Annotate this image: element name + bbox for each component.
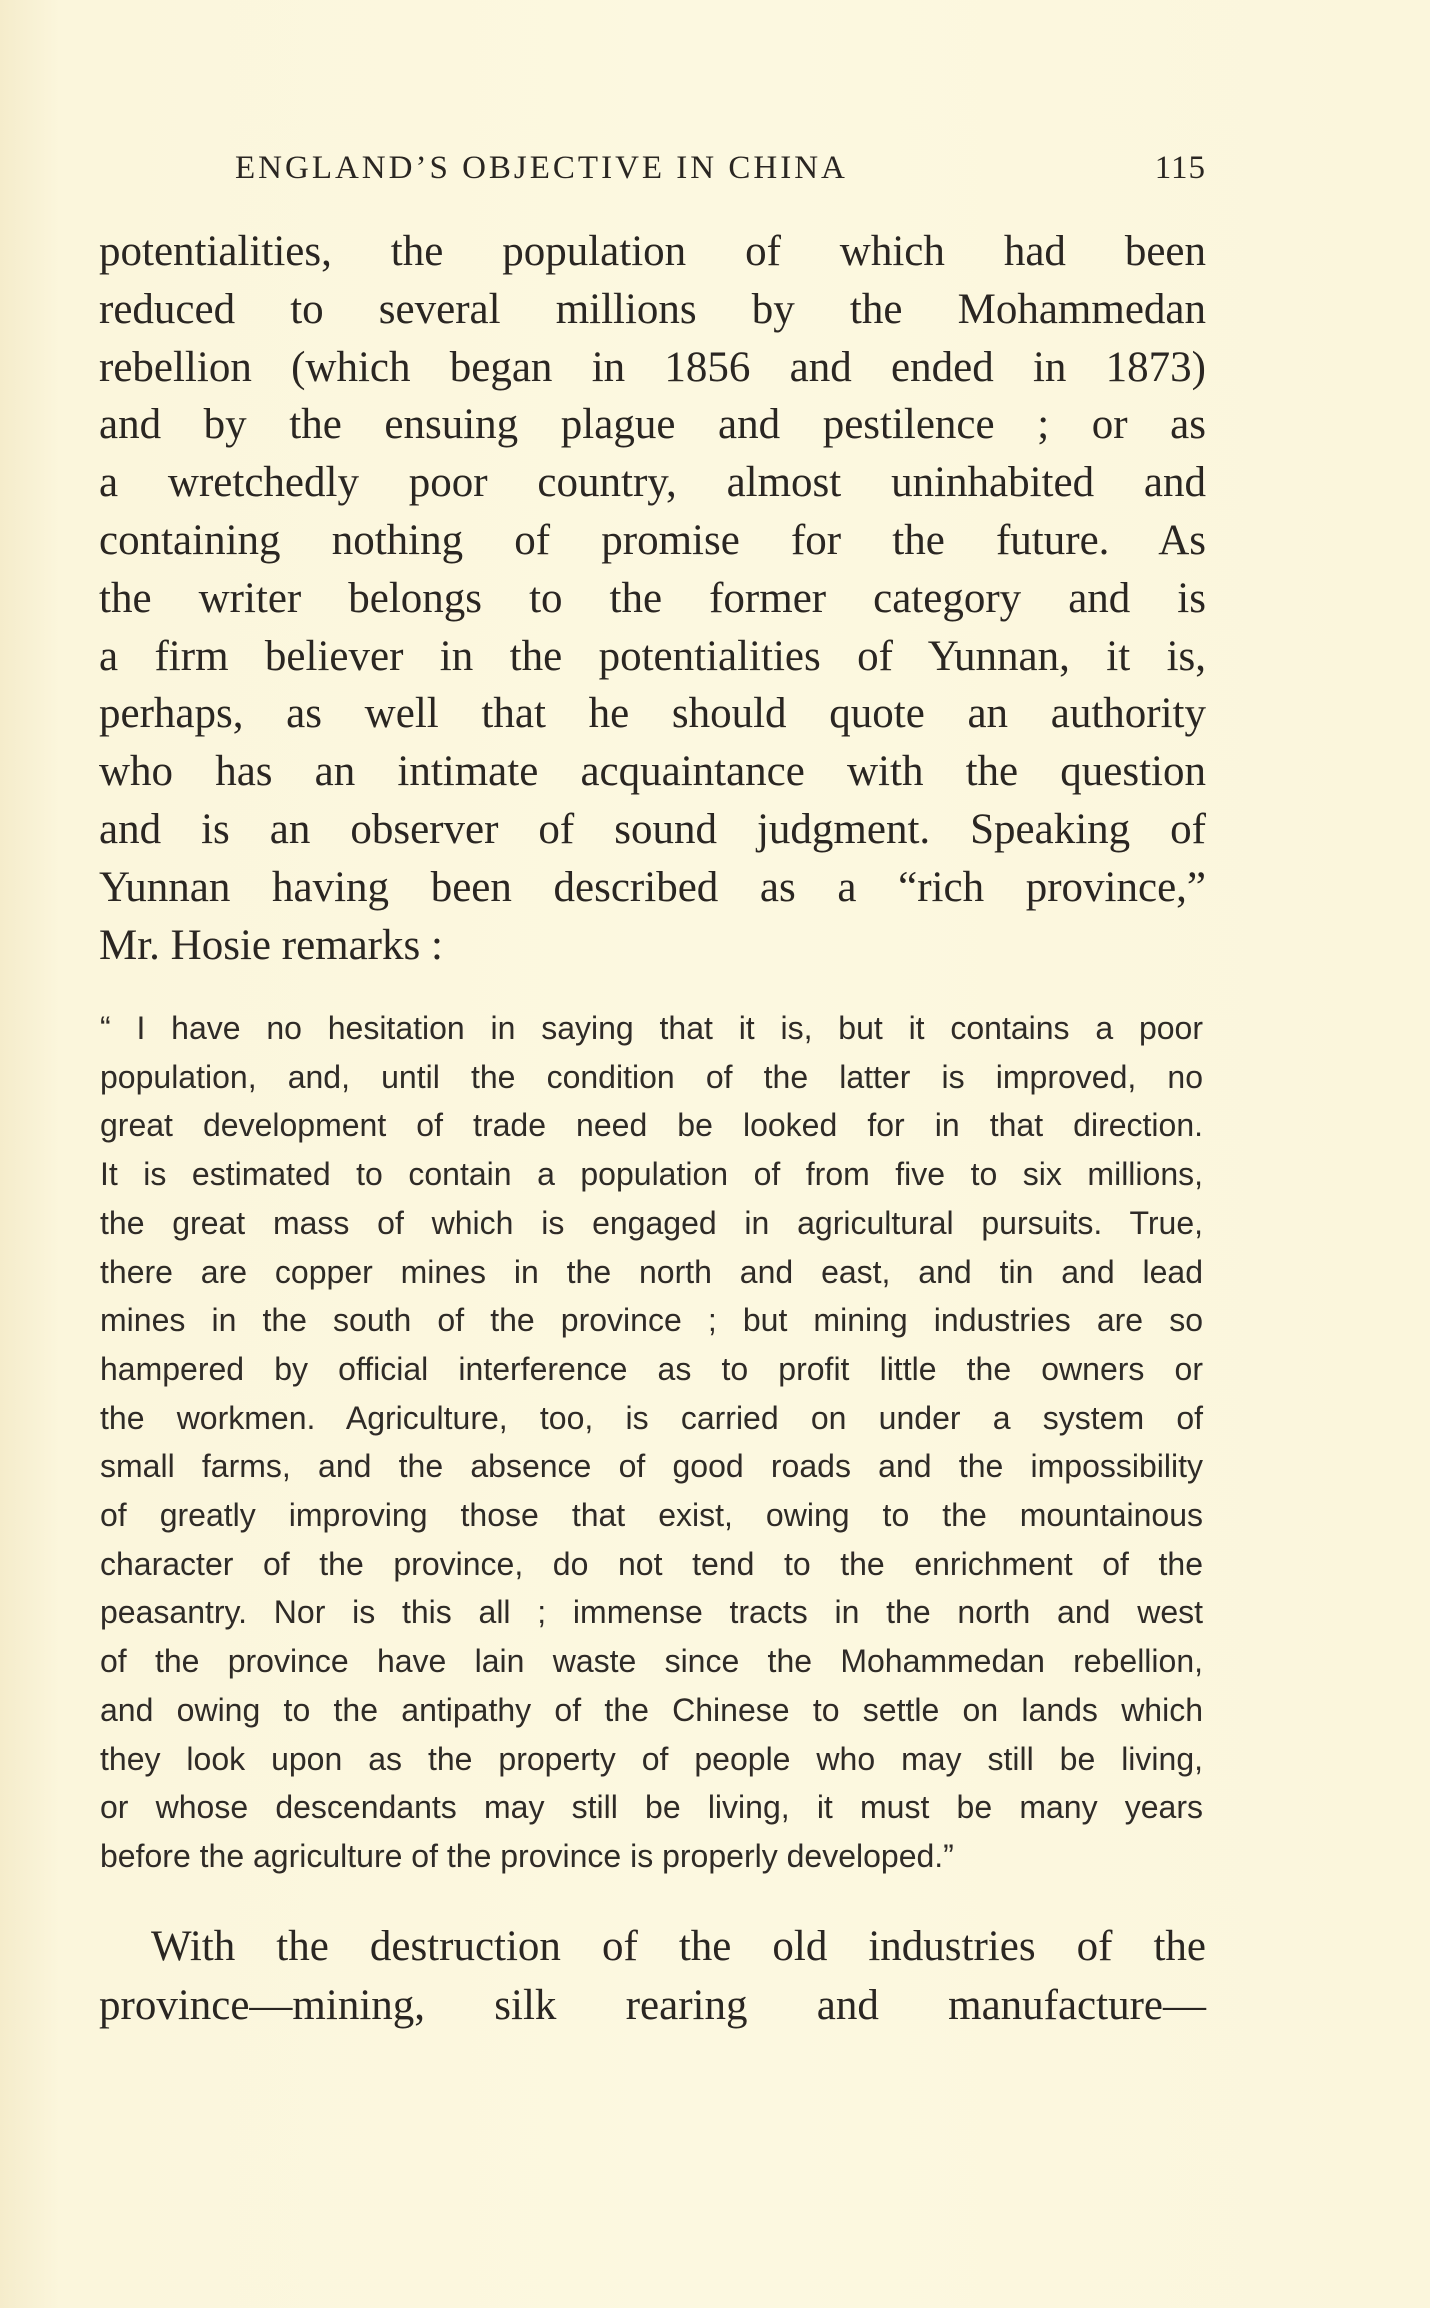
text-line: Mr. Hosie remarks : (99, 921, 443, 969)
quote-line: the great mass of which is engaged in agricultural pursuits. True, (100, 1204, 1203, 1241)
text-line: province—mining, silk rearing and manufacture— (99, 1982, 1206, 2029)
quote-line: peasantry. Nor is this all ; immense tracts in the north and west (100, 1594, 1203, 1631)
text-line: a wretchedly poor country, almost uninhabited and (99, 459, 1206, 507)
running-header (235, 150, 1206, 198)
quote-line: of greatly improving those that exist, owing to the mountainous (100, 1497, 1203, 1534)
text-line: who has an intimate acquaintance with the question (99, 748, 1206, 796)
text-line: a firm believer in the potentialities of Yunnan, it is, (99, 632, 1206, 680)
quote-line: great development of trade need be looked for in that direction. (100, 1107, 1203, 1144)
body-paragraph (99, 223, 1206, 974)
text-line: and by the ensuing plague and pestilence ; or as (99, 401, 1206, 449)
quote-line: small farms, and the absence of good roads and the impossibility (100, 1448, 1203, 1485)
running-title: ENGLAND’S OBJECTIVE IN CHINA (235, 150, 848, 186)
text-line: containing nothing of promise for the future. As (99, 516, 1206, 564)
quote-line: there are copper mines in the north and east, and tin and lead (100, 1253, 1203, 1290)
block-quote (100, 1004, 1203, 1881)
quote-line: and owing to the antipathy of the Chinese to settle on lands which (100, 1691, 1203, 1728)
text-line: rebellion (which began in 1856 and ended in 1873) (99, 343, 1206, 391)
quote-line: population, and, until the condition of the latter is improved, no (100, 1058, 1203, 1095)
quote-line: of the province have lain waste since the Mohammedan rebellion, (100, 1643, 1203, 1680)
quote-line: It is estimated to contain a population of from five to six millions, (100, 1156, 1203, 1193)
text-line: and is an observer of sound judgment. Speaking of (99, 805, 1206, 853)
text-line: potentialities, the population of which had been (99, 228, 1206, 275)
quote-line: before the agriculture of the province is properly developed.” (100, 1837, 954, 1874)
text-line: Yunnan having been described as a “rich province,” (99, 863, 1206, 911)
quote-line: or whose descendants may still be living, it must be many years (100, 1789, 1203, 1826)
text-line: reduced to several millions by the Mohammedan (99, 285, 1206, 333)
quote-line: character of the province, do not tend to the enrichment of the (100, 1545, 1203, 1582)
text-line: perhaps, as well that he should quote an authority (99, 690, 1206, 738)
closing-paragraph (99, 1917, 1206, 2035)
text-line: the writer belongs to the former category and is (99, 574, 1206, 622)
page-number: 115 (1154, 150, 1206, 186)
quote-line: mines in the south of the province ; but mining industries are so (100, 1302, 1203, 1339)
quote-line: hampered by official interference as to profit little the owners or (100, 1350, 1203, 1387)
quote-line: they look upon as the property of people who may still be living, (100, 1740, 1203, 1777)
text-line: With the destruction of the old industries of the (151, 1923, 1206, 1970)
quote-line: “ I have no hesitation in saying that it is, but it contains a poor (100, 1010, 1203, 1046)
quote-line: the workmen. Agriculture, too, is carried on under a system of (100, 1399, 1203, 1436)
